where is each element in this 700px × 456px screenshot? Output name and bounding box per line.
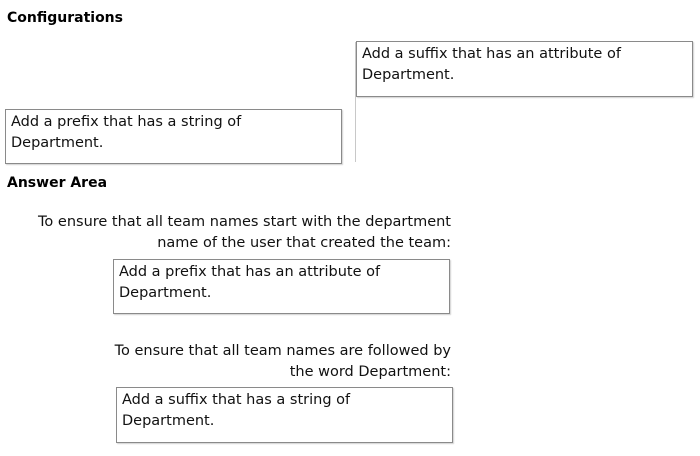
prompt-followed-by-department: To ensure that all team names are followed by the word Department: xyxy=(114,343,451,380)
option-prefix-string[interactable]: Add a prefix that has a string of Department. xyxy=(5,109,342,164)
option-suffix-attribute[interactable]: Add a suffix that has an attribute of Department. xyxy=(356,41,693,97)
answer-slot-2[interactable]: Add a suffix that has a string of Department. xyxy=(116,387,453,443)
configurations-heading: Configurations xyxy=(7,10,123,26)
answer-area-heading: Answer Area xyxy=(7,175,108,191)
prompt-start-with-department: To ensure that all team names start with the department name of the user that created the team: xyxy=(38,214,451,251)
answer-slot-1[interactable]: Add a prefix that has an attribute of Department. xyxy=(113,259,450,314)
